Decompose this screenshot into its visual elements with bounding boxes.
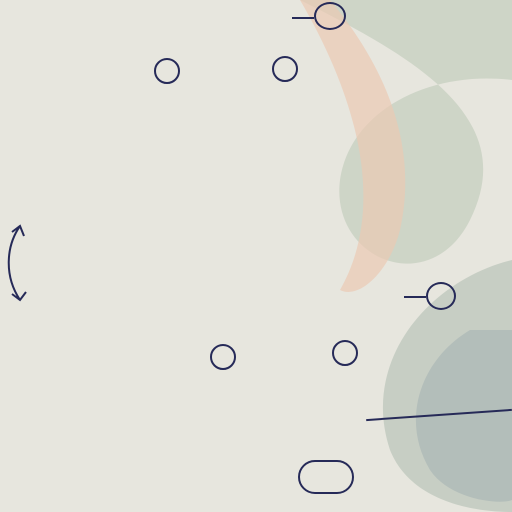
item-3-count-circle bbox=[426, 282, 456, 310]
item-1-dose-morning bbox=[154, 58, 180, 84]
item-3-dose-morning bbox=[210, 344, 236, 370]
item-3-dose-night bbox=[332, 340, 358, 366]
item-1-count-circle bbox=[314, 2, 346, 30]
item-4-count-circle bbox=[298, 460, 354, 494]
item-3-count-dash bbox=[404, 296, 426, 298]
item-1-count-dash bbox=[292, 17, 314, 19]
note-bracket-arrow bbox=[0, 222, 40, 306]
item-1-dose-night bbox=[272, 56, 298, 82]
